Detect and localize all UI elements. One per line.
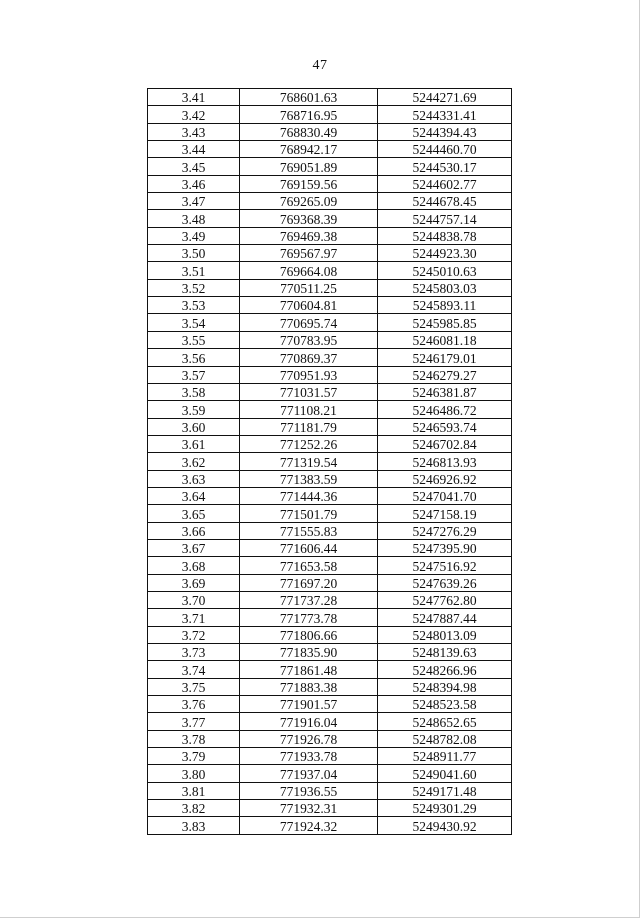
y-coordinate-cell: 5244602.77 [378, 175, 512, 192]
table-row [148, 331, 512, 348]
y-coordinate-cell: 5249171.48 [378, 782, 512, 799]
x-coordinate-cell: 769567.97 [240, 245, 378, 262]
table-row [148, 626, 512, 643]
x-coordinate-cell: 769159.56 [240, 175, 378, 192]
point-number-cell: 3.44 [148, 141, 240, 158]
table-row [148, 557, 512, 574]
point-number-cell: 3.51 [148, 262, 240, 279]
x-coordinate-cell: 771697.20 [240, 574, 378, 591]
point-number-cell: 3.81 [148, 782, 240, 799]
point-number-cell: 3.73 [148, 644, 240, 661]
table-row [148, 262, 512, 279]
y-coordinate-cell: 5246179.01 [378, 349, 512, 366]
table-row [148, 349, 512, 366]
point-number-cell: 3.41 [148, 89, 240, 106]
y-coordinate-cell: 5244530.17 [378, 158, 512, 175]
x-coordinate-cell: 770604.81 [240, 297, 378, 314]
x-coordinate-cell: 771555.83 [240, 522, 378, 539]
table-row [148, 193, 512, 210]
point-number-cell: 3.63 [148, 470, 240, 487]
table-row [148, 782, 512, 799]
table-row [148, 401, 512, 418]
point-number-cell: 3.50 [148, 245, 240, 262]
x-coordinate-cell: 771861.48 [240, 661, 378, 678]
x-coordinate-cell: 771883.38 [240, 678, 378, 695]
x-coordinate-cell: 771835.90 [240, 644, 378, 661]
point-number-cell: 3.55 [148, 331, 240, 348]
table-row [148, 453, 512, 470]
y-coordinate-cell: 5248394.98 [378, 678, 512, 695]
y-coordinate-cell: 5248782.08 [378, 730, 512, 747]
table-row [148, 713, 512, 730]
x-coordinate-cell: 769469.38 [240, 227, 378, 244]
y-coordinate-cell: 5249041.60 [378, 765, 512, 782]
table-row [148, 539, 512, 556]
point-number-cell: 3.68 [148, 557, 240, 574]
x-coordinate-cell: 771737.28 [240, 591, 378, 608]
x-coordinate-cell: 769664.08 [240, 262, 378, 279]
table-row [148, 487, 512, 504]
point-number-cell: 3.49 [148, 227, 240, 244]
table-row [148, 245, 512, 262]
y-coordinate-cell: 5246081.18 [378, 331, 512, 348]
table-row [148, 314, 512, 331]
page-number: 47 [312, 58, 328, 73]
x-coordinate-cell: 770869.37 [240, 349, 378, 366]
table-row [148, 210, 512, 227]
y-coordinate-cell: 5247516.92 [378, 557, 512, 574]
y-coordinate-cell: 5249430.92 [378, 817, 512, 834]
y-coordinate-cell: 5245893.11 [378, 297, 512, 314]
point-number-cell: 3.70 [148, 591, 240, 608]
x-coordinate-cell: 771606.44 [240, 539, 378, 556]
y-coordinate-cell: 5246926.92 [378, 470, 512, 487]
table-row [148, 696, 512, 713]
x-coordinate-cell: 771031.57 [240, 383, 378, 400]
y-coordinate-cell: 5244271.69 [378, 89, 512, 106]
x-coordinate-cell: 771936.55 [240, 782, 378, 799]
table-row [148, 297, 512, 314]
y-coordinate-cell: 5244678.45 [378, 193, 512, 210]
table-row [148, 817, 512, 834]
table-row [148, 470, 512, 487]
point-number-cell: 3.82 [148, 800, 240, 817]
x-coordinate-cell: 770695.74 [240, 314, 378, 331]
table-row [148, 435, 512, 452]
y-coordinate-cell: 5247639.26 [378, 574, 512, 591]
table-row [148, 644, 512, 661]
x-coordinate-cell: 771926.78 [240, 730, 378, 747]
point-number-cell: 3.43 [148, 123, 240, 140]
table-row [148, 227, 512, 244]
point-number-cell: 3.60 [148, 418, 240, 435]
y-coordinate-cell: 5248523.58 [378, 696, 512, 713]
point-number-cell: 3.59 [148, 401, 240, 418]
y-coordinate-cell: 5246702.84 [378, 435, 512, 452]
table-row [148, 279, 512, 296]
y-coordinate-cell: 5244394.43 [378, 123, 512, 140]
point-number-cell: 3.57 [148, 366, 240, 383]
y-coordinate-cell: 5246486.72 [378, 401, 512, 418]
table-row [148, 141, 512, 158]
table-row [148, 609, 512, 626]
point-number-cell: 3.76 [148, 696, 240, 713]
coordinates-table [147, 88, 512, 835]
x-coordinate-cell: 769368.39 [240, 210, 378, 227]
table-row [148, 730, 512, 747]
x-coordinate-cell: 771773.78 [240, 609, 378, 626]
point-number-cell: 3.62 [148, 453, 240, 470]
table-row [148, 748, 512, 765]
point-number-cell: 3.58 [148, 383, 240, 400]
x-coordinate-cell: 771444.36 [240, 487, 378, 504]
point-number-cell: 3.47 [148, 193, 240, 210]
y-coordinate-cell: 5246593.74 [378, 418, 512, 435]
x-coordinate-cell: 771383.59 [240, 470, 378, 487]
x-coordinate-cell: 768830.49 [240, 123, 378, 140]
point-number-cell: 3.67 [148, 539, 240, 556]
table-row [148, 123, 512, 140]
point-number-cell: 3.64 [148, 487, 240, 504]
x-coordinate-cell: 771933.78 [240, 748, 378, 765]
point-number-cell: 3.48 [148, 210, 240, 227]
y-coordinate-cell: 5248266.96 [378, 661, 512, 678]
x-coordinate-cell: 771901.57 [240, 696, 378, 713]
y-coordinate-cell: 5244331.41 [378, 106, 512, 123]
x-coordinate-cell: 771252.26 [240, 435, 378, 452]
table-row [148, 800, 512, 817]
table-row [148, 106, 512, 123]
coordinates-table-body [148, 89, 512, 835]
y-coordinate-cell: 5249301.29 [378, 800, 512, 817]
table-row [148, 765, 512, 782]
y-coordinate-cell: 5246381.87 [378, 383, 512, 400]
x-coordinate-cell: 768942.17 [240, 141, 378, 158]
point-number-cell: 3.83 [148, 817, 240, 834]
y-coordinate-cell: 5244757.14 [378, 210, 512, 227]
x-coordinate-cell: 771937.04 [240, 765, 378, 782]
point-number-cell: 3.52 [148, 279, 240, 296]
y-coordinate-cell: 5248911.77 [378, 748, 512, 765]
point-number-cell: 3.42 [148, 106, 240, 123]
x-coordinate-cell: 769265.09 [240, 193, 378, 210]
x-coordinate-cell: 771319.54 [240, 453, 378, 470]
table-row [148, 678, 512, 695]
point-number-cell: 3.56 [148, 349, 240, 366]
point-number-cell: 3.53 [148, 297, 240, 314]
x-coordinate-cell: 771932.31 [240, 800, 378, 817]
y-coordinate-cell: 5246279.27 [378, 366, 512, 383]
y-coordinate-cell: 5247041.70 [378, 487, 512, 504]
y-coordinate-cell: 5248013.09 [378, 626, 512, 643]
point-number-cell: 3.65 [148, 505, 240, 522]
y-coordinate-cell: 5245985.85 [378, 314, 512, 331]
y-coordinate-cell: 5247887.44 [378, 609, 512, 626]
y-coordinate-cell: 5247276.29 [378, 522, 512, 539]
y-coordinate-cell: 5245010.63 [378, 262, 512, 279]
point-number-cell: 3.66 [148, 522, 240, 539]
table-row [148, 158, 512, 175]
table-row [148, 522, 512, 539]
y-coordinate-cell: 5247762.80 [378, 591, 512, 608]
table-row [148, 591, 512, 608]
x-coordinate-cell: 768601.63 [240, 89, 378, 106]
y-coordinate-cell: 5244923.30 [378, 245, 512, 262]
table-row [148, 175, 512, 192]
table-row [148, 574, 512, 591]
x-coordinate-cell: 771924.32 [240, 817, 378, 834]
table-row [148, 505, 512, 522]
table-row [148, 366, 512, 383]
y-coordinate-cell: 5246813.93 [378, 453, 512, 470]
point-number-cell: 3.69 [148, 574, 240, 591]
point-number-cell: 3.71 [148, 609, 240, 626]
point-number-cell: 3.46 [148, 175, 240, 192]
y-coordinate-cell: 5248652.65 [378, 713, 512, 730]
y-coordinate-cell: 5247158.19 [378, 505, 512, 522]
y-coordinate-cell: 5244838.78 [378, 227, 512, 244]
x-coordinate-cell: 771806.66 [240, 626, 378, 643]
y-coordinate-cell: 5247395.90 [378, 539, 512, 556]
point-number-cell: 3.72 [148, 626, 240, 643]
x-coordinate-cell: 771181.79 [240, 418, 378, 435]
x-coordinate-cell: 771108.21 [240, 401, 378, 418]
point-number-cell: 3.75 [148, 678, 240, 695]
x-coordinate-cell: 769051.89 [240, 158, 378, 175]
point-number-cell: 3.78 [148, 730, 240, 747]
x-coordinate-cell: 771653.58 [240, 557, 378, 574]
x-coordinate-cell: 770783.95 [240, 331, 378, 348]
x-coordinate-cell: 770951.93 [240, 366, 378, 383]
table-row [148, 418, 512, 435]
x-coordinate-cell: 771916.04 [240, 713, 378, 730]
point-number-cell: 3.61 [148, 435, 240, 452]
point-number-cell: 3.74 [148, 661, 240, 678]
table-row [148, 89, 512, 106]
y-coordinate-cell: 5244460.70 [378, 141, 512, 158]
point-number-cell: 3.79 [148, 748, 240, 765]
point-number-cell: 3.54 [148, 314, 240, 331]
table-row [148, 661, 512, 678]
x-coordinate-cell: 770511.25 [240, 279, 378, 296]
point-number-cell: 3.80 [148, 765, 240, 782]
y-coordinate-cell: 5248139.63 [378, 644, 512, 661]
point-number-cell: 3.77 [148, 713, 240, 730]
table-row [148, 383, 512, 400]
point-number-cell: 3.45 [148, 158, 240, 175]
x-coordinate-cell: 771501.79 [240, 505, 378, 522]
y-coordinate-cell: 5245803.03 [378, 279, 512, 296]
x-coordinate-cell: 768716.95 [240, 106, 378, 123]
